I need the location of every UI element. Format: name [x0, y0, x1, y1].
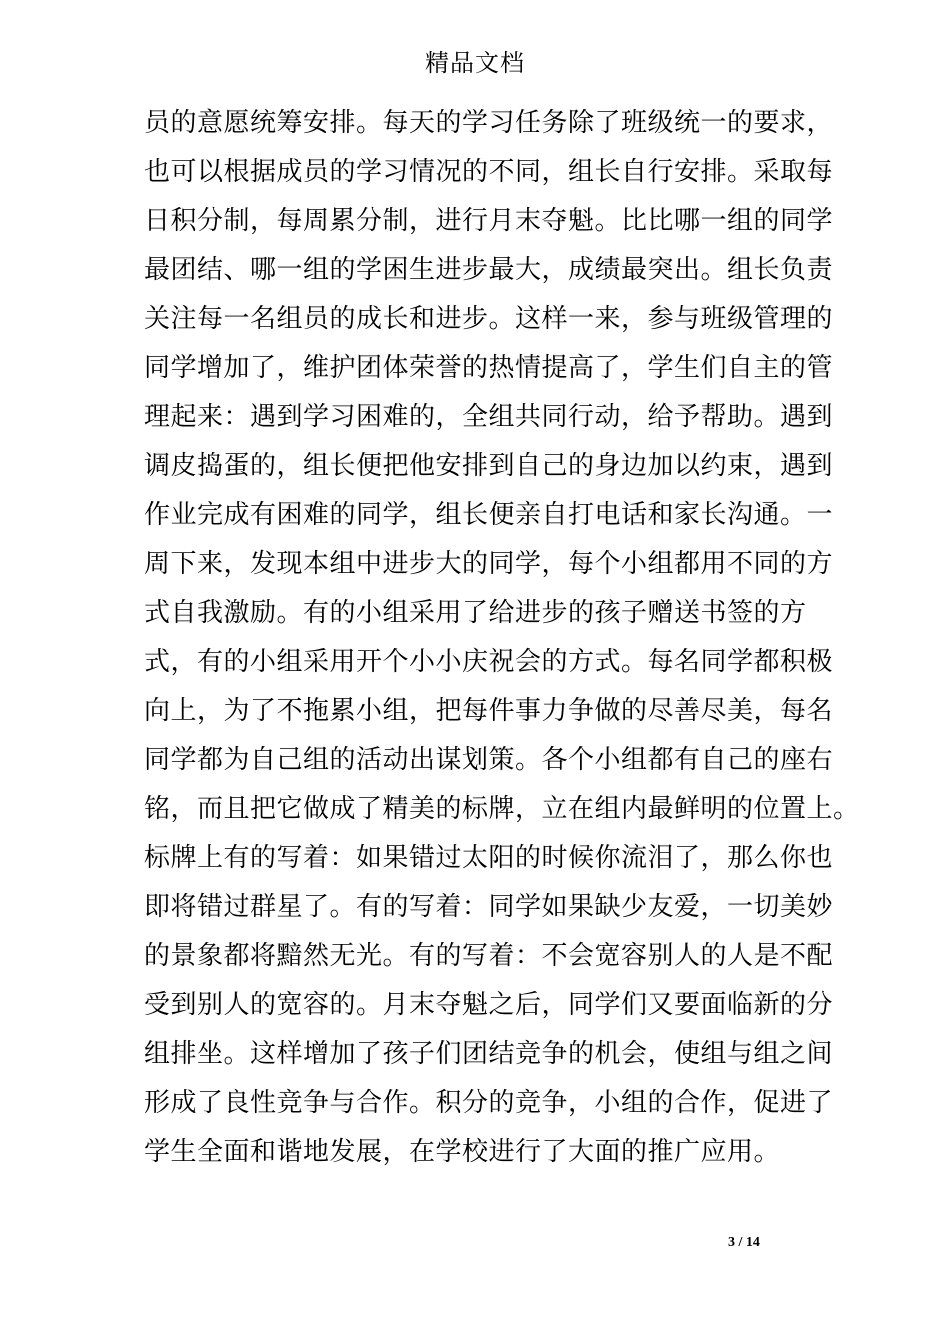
text-line: 员的意愿统筹安排。每天的学习任务除了班级统一的要求，	[144, 108, 834, 138]
text-line: 调皮捣蛋的，组长便把他安排到自己的身边加以约束，遇到	[144, 451, 834, 481]
text-line: 也可以根据成员的学习情况的不同，组长自行安排。采取每	[144, 157, 834, 187]
text-line: 向上，为了不拖累小组，把每件事力争做的尽善尽美，每名	[144, 696, 834, 726]
text-line: 同学增加了，维护团体荣誉的热情提高了，学生们自主的管	[144, 353, 834, 383]
text-line: 铭，而且把它做成了精美的标牌，立在组内最鲜明的位置上。	[144, 794, 860, 824]
text-line: 最团结、哪一组的学困生进步最大，成绩最突出。组长负责	[144, 255, 834, 285]
text-line: 组排坐。这样增加了孩子们团结竞争的机会，使组与组之间	[144, 1039, 834, 1069]
text-line: 式，有的小组采用开个小小庆祝会的方式。每名同学都积极	[144, 647, 834, 677]
page-number: 3 / 14	[728, 1235, 760, 1250]
page-header-title: 精品文档	[425, 49, 525, 77]
text-line: 式自我激励。有的小组采用了给进步的孩子赠送书签的方	[144, 598, 807, 628]
text-line: 理起来：遇到学习困难的，全组共同行动，给予帮助。遇到	[144, 402, 834, 432]
text-line: 同学都为自己组的活动出谋划策。各个小组都有自己的座右	[144, 745, 834, 775]
text-line: 即将错过群星了。有的写着：同学如果缺少友爱，一切美妙	[144, 892, 834, 922]
text-line: 作业完成有困难的同学，组长便亲自打电话和家长沟通。一	[144, 500, 834, 530]
text-line: 标牌上有的写着：如果错过太阳的时候你流泪了，那么你也	[144, 843, 834, 873]
text-line: 受到别人的宽容的。月末夺魁之后，同学们又要面临新的分	[144, 990, 834, 1020]
text-line: 周下来，发现本组中进步大的同学，每个小组都用不同的方	[144, 549, 834, 579]
text-line: 的景象都将黯然无光。有的写着：不会宽容别人的人是不配	[144, 941, 834, 971]
body-text	[144, 99, 860, 1177]
text-line: 形成了良性竞争与合作。积分的竞争，小组的合作，促进了	[144, 1088, 834, 1118]
text-line: 学生全面和谐地发展，在学校进行了大面的推广应用。	[144, 1137, 781, 1167]
text-line: 关注每一名组员的成长和进步。这样一来，参与班级管理的	[144, 304, 834, 334]
text-line: 日积分制，每周累分制，进行月末夺魁。比比哪一组的同学	[144, 206, 834, 236]
